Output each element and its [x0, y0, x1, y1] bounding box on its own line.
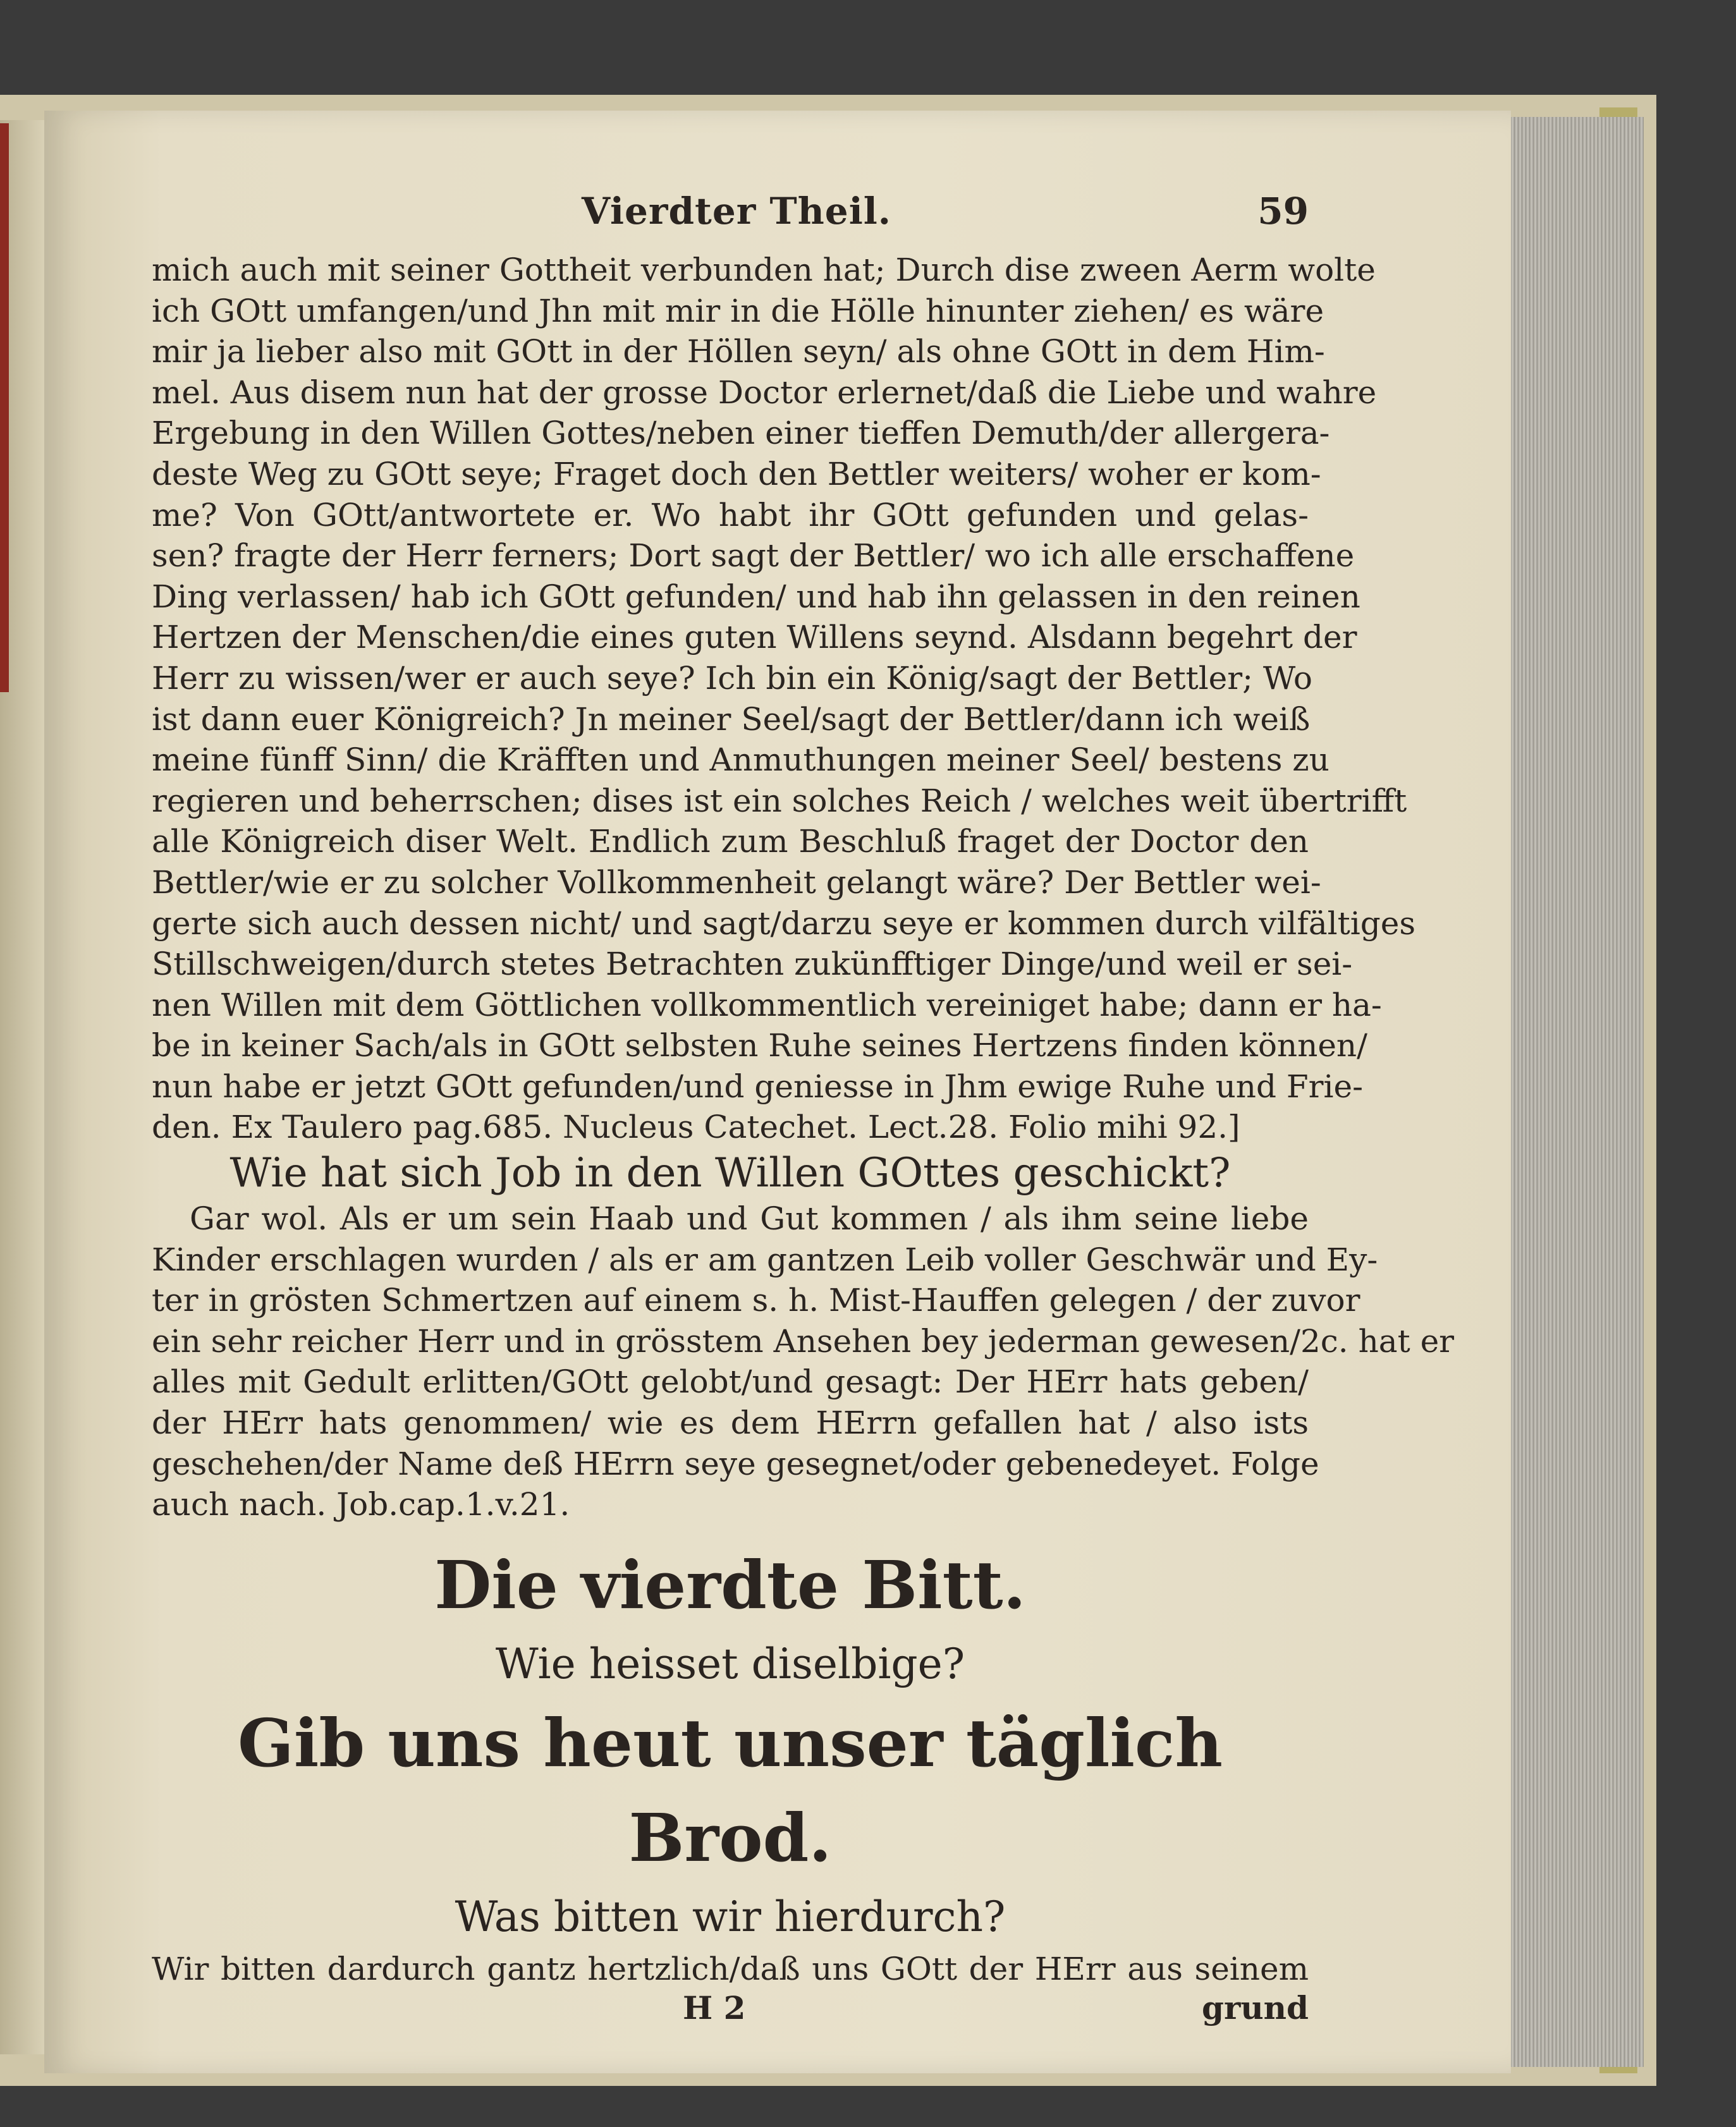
text-line: den. Ex Taulero pag.685. Nucleus Catechet. Lect.28. Folio mihi 92.] [152, 1109, 1240, 1146]
text-line: gerte sich auch dessen nicht/ und sagt/darzu seye er kommen durch vilfältiges [152, 905, 1415, 942]
text-line: mel. Aus disem nun hat der grosse Doctor erlernet/daß die Liebe und wahre [152, 374, 1377, 411]
question-heading: Wie hat sich Job in den Willen GOttes geschickt? [229, 1150, 1231, 1197]
red-page-edge [0, 123, 9, 692]
text-line: regieren und beherrschen; dises ist ein solches Reich / welches weit übertrifft [152, 782, 1407, 819]
text-line: nen Willen mit dem Göttlichen vollkommentlich vereiniget habe; dann er ha- [152, 986, 1382, 1023]
petition-title: Gib uns heut unser täglich Brod. [238, 1703, 1223, 1877]
text-line: ist dann euer Königreich? Jn meiner Seel/sagt der Bettler/dann ich weiß [152, 700, 1311, 738]
text-line: mich auch mit seiner Gottheit verbunden hat; Durch dise zween Aerm wolte [152, 252, 1376, 288]
text-line: Bettler/wie er zu solcher Vollkommenheit gelangt wäre? Der Bettler wei- [152, 863, 1321, 901]
text-line: auch nach. Job.cap.1.v.21. [152, 1486, 570, 1523]
text-line: mir ja lieber also mit GOtt in der Höllen seyn/ als ohne GOtt in dem Him- [152, 333, 1325, 370]
text-line: ein sehr reicher Herr und in grösstem Ansehen bey jederman gewesen/2c. hat er [152, 1322, 1455, 1360]
text-line: nun habe er jetzt GOtt gefunden/und geniesse in Jhm ewige Ruhe und Frie- [152, 1068, 1363, 1105]
text-line: geschehen/der Name deß HErrn seye gesegnet/oder gebenedeyet. Folge [152, 1445, 1319, 1482]
page-text [152, 190, 1455, 2033]
page-number: 59 [1257, 190, 1309, 233]
text-line: Ergebung in den Willen Gottes/neben einer tieffen Demuth/der allergera- [152, 415, 1330, 452]
page-stack-edges [1511, 117, 1644, 2067]
text-line: Ding verlassen/ hab ich GOtt gefunden/ und hab ihn gelassen in den reinen [152, 578, 1360, 615]
text-line: Kinder erschlagen wurden / als er am gantzen Leib voller Geschwär und Ey- [152, 1241, 1378, 1278]
text-line: Gar wol. Als er um sein Haab und Gut kommen / als ihm seine liebe [190, 1200, 1309, 1238]
text-line: alle Königreich diser Welt. Endlich zum Beschluß fraget der Doctor den [152, 823, 1309, 860]
text-line: ter in grösten Schmertzen auf einem s. h. Mist-Hauffen gelegen / der zuvor [152, 1282, 1360, 1319]
text-line: Hertzen der Menschen/die eines guten Willens seynd. Alsdann begehrt der [152, 619, 1357, 656]
question-heading: Was bitten wir hierdurch? [455, 1892, 1006, 1941]
question-heading: Wie heisset diselbige? [495, 1639, 965, 1688]
body-paragraph [152, 250, 1415, 1148]
catchword: grund [1202, 1989, 1309, 2027]
text-line: der HErr hats genommen/ wie es dem HErrn gefallen hat / also ists [152, 1405, 1309, 1442]
text-line: sen? fragte der Herr ferners; Dort sagt der Bettler/ wo ich alle erschaffene [152, 537, 1355, 575]
text-line: meine fünff Sinn/ die Kräfften und Anmuthungen meiner Seel/ bestens zu [152, 741, 1330, 779]
text-line: deste Weg zu GOtt seye; Fraget doch den Bettler weiters/ woher er kom- [152, 455, 1321, 492]
text-line: be in keiner Sach/als in GOtt selbsten Ruhe seines Hertzens finden können/ [152, 1027, 1367, 1064]
page-header [152, 190, 1309, 250]
text-line: Wir bitten dardurch gantz hertzlich/daß uns GOtt der HErr aus seinem [152, 1950, 1309, 1987]
answer-paragraph [152, 1198, 1455, 1525]
running-title: Vierdter Theil. [582, 190, 891, 233]
text-line: me? Von GOtt/antwortete er. Wo habt ihr GOtt gefunden und gelas- [152, 496, 1309, 533]
text-line: Herr zu wissen/wer er auch seye? Ich bin ein König/sagt der Bettler; Wo [152, 659, 1313, 697]
text-line: Stillschweigen/durch stetes Betrachten zukünfftiger Dinge/und weil er sei- [152, 946, 1353, 983]
text-line: alles mit Gedult erlitten/GOtt gelobt/und gesagt: Der HErr hats geben/ [152, 1363, 1309, 1401]
section-title: Die vierdte Bitt. [434, 1545, 1026, 1624]
text-line: ich GOtt umfangen/und Jhn mit mir in die Hölle hinunter ziehen/ es wäre [152, 292, 1324, 329]
page-footer [152, 1989, 1309, 2033]
signature-mark: H 2 [683, 1989, 746, 2027]
